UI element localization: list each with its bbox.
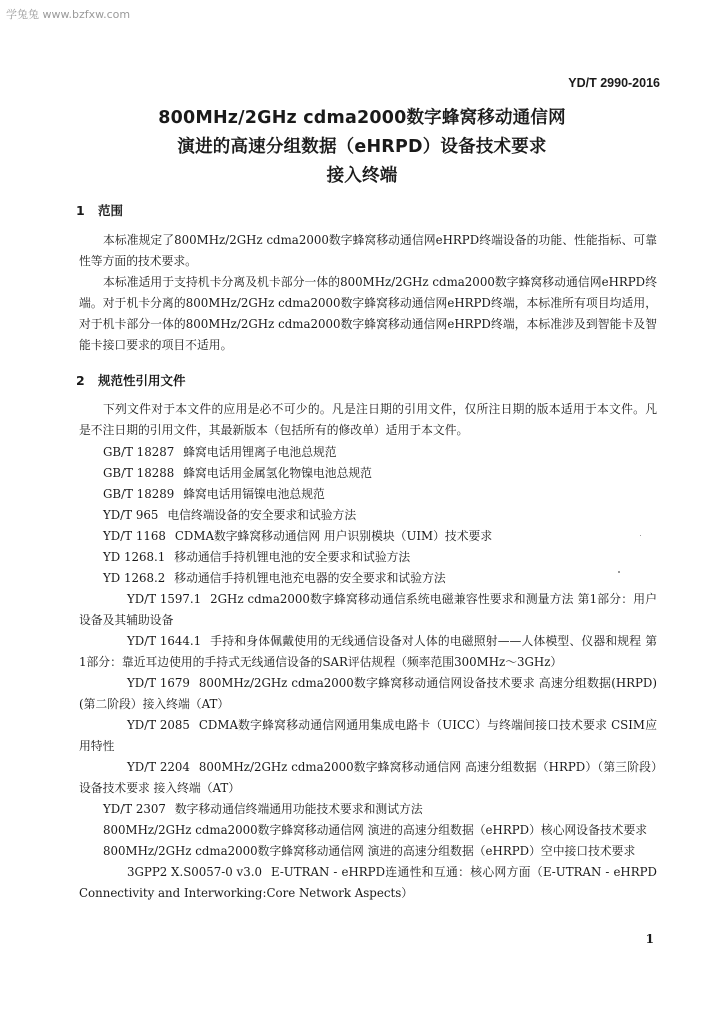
reference-code: GB/T 18287 <box>103 445 175 459</box>
reference-item <box>79 526 657 547</box>
reference-code: YD/T 2204 <box>127 760 190 774</box>
reference-title: 电信终端设备的安全要求和试验方法 <box>167 508 357 522</box>
section-2-intro <box>79 399 657 441</box>
watermark: 学兔兔 www.bzfxw.com <box>6 8 131 21</box>
reference-title: 手持和身体佩戴使用的无线通信设备对人体的电磁照射——人体模型、仪器和规程 第1部分：靠近耳边使用的手持式无线通信设备的SAR评估规程（频率范围300MHz～3GHz） <box>79 634 657 669</box>
section-number: 2 <box>76 373 85 388</box>
section-title: 规范性引用文件 <box>98 373 186 388</box>
reference-list <box>79 442 657 904</box>
reference-title: 数字移动通信终端通用功能技术要求和测试方法 <box>174 802 423 816</box>
reference-title: 800MHz/2GHz cdma2000数字蜂窝移动通信网设备技术要求 高速分组数据(HRPD)(第二阶段）接入终端（AT） <box>79 676 657 711</box>
reference-title: 800MHz/2GHz cdma2000数字蜂窝移动通信网 高速分组数据（HRPD）（第三阶段）设备技术要求 接入终端（AT） <box>79 760 657 795</box>
reference-item <box>79 568 657 589</box>
reference-item <box>79 820 657 841</box>
reference-title: 2GHz cdma2000数字蜂窝移动通信系统电磁兼容性要求和测量方法 第1部分：用户设备及其辅助设备 <box>79 592 657 627</box>
reference-title: 移动通信手持机锂电池充电器的安全要求和试验方法 <box>174 571 446 585</box>
reference-item <box>79 799 657 820</box>
page-number: 1 <box>645 932 654 946</box>
reference-title: 800MHz/2GHz cdma2000数字蜂窝移动通信网 演进的高速分组数据（eHRPD）空中接口技术要求 <box>103 844 636 858</box>
section-title: 范围 <box>98 203 124 218</box>
section-1-body <box>79 230 657 356</box>
reference-code: YD/T 965 <box>103 508 159 522</box>
reference-title: 蜂窝电话用镉镍电池总规范 <box>183 487 325 501</box>
reference-item <box>79 757 657 799</box>
section-1-heading <box>76 201 123 219</box>
reference-title: CDMA数字蜂窝移动通信网 用户识别模块（UIM）技术要求 <box>174 529 493 543</box>
reference-item <box>79 631 657 673</box>
reference-item <box>79 862 657 904</box>
reference-code: YD/T 1679 <box>127 676 190 690</box>
paragraph: 下列文件对于本文件的应用是必不可少的。凡是注日期的引用文件，仅所注日期的版本适用于本文件。凡是不注日期的引用文件，其最新版本（包括所有的修改单）适用于本文件。 <box>79 402 657 437</box>
reference-title: CDMA数字蜂窝移动通信网通用集成电路卡（UICC）与终端间接口技术要求 CSIM应用特性 <box>79 718 657 753</box>
reference-item <box>79 673 657 715</box>
reference-title: 移动通信手持机锂电池的安全要求和试验方法 <box>174 550 411 564</box>
reference-code: YD/T 1597.1 <box>127 592 202 606</box>
reference-item <box>79 589 657 631</box>
paragraph: 本标准适用于支持机卡分离及机卡部分一体的800MHz/2GHz cdma2000数字蜂窝移动通信网eHRPD终端。对于机卡分离的800MHz/2GHz cdma2000数字蜂窝移动通信网eHRPD终端，本标准所有项目均适用，对于机卡部分一体的800MHz/2GHz cdma2000数字蜂窝移动通信网eHRPD终端，本标准涉及到智能卡及智能卡接口要求的项目不适用。 <box>79 275 657 352</box>
reference-item <box>79 463 657 484</box>
reference-code: YD 1268.1 <box>103 550 166 564</box>
document-title-line-2: 演进的高速分组数据（eHRPD）设备技术要求 <box>177 137 547 157</box>
reference-item <box>79 442 657 463</box>
scan-speck <box>618 571 620 573</box>
standard-code: YD/T 2990-2016 <box>568 76 660 90</box>
reference-title: E-UTRAN - eHRPD连通性和互通：核心网方面（E-UTRAN - eHRPD Connectivity and Interworking:Core Network Aspects） <box>79 865 657 900</box>
reference-code: YD/T 2085 <box>127 718 190 732</box>
scan-speck <box>640 535 641 536</box>
reference-title: 蜂窝电话用锂离子电池总规范 <box>183 445 337 459</box>
reference-title: 蜂窝电话用金属氢化物镍电池总规范 <box>183 466 372 480</box>
document-title-line-1: 800MHz/2GHz cdma2000数字蜂窝移动通信网 <box>158 108 566 128</box>
reference-item <box>79 484 657 505</box>
reference-item <box>79 841 657 862</box>
paragraph: 本标准规定了800MHz/2GHz cdma2000数字蜂窝移动通信网eHRPD终端设备的功能、性能指标、可靠性等方面的技术要求。 <box>79 233 657 268</box>
reference-code: YD 1268.2 <box>103 571 166 585</box>
reference-code: YD/T 1644.1 <box>127 634 202 648</box>
reference-code: GB/T 18289 <box>103 487 175 501</box>
reference-item <box>79 505 657 526</box>
reference-item <box>79 715 657 757</box>
section-number: 1 <box>76 203 85 218</box>
reference-code: YD/T 2307 <box>103 802 166 816</box>
reference-item <box>79 547 657 568</box>
reference-title: 800MHz/2GHz cdma2000数字蜂窝移动通信网 演进的高速分组数据（eHRPD）核心网设备技术要求 <box>103 823 648 837</box>
reference-code: YD/T 1168 <box>103 529 166 543</box>
reference-code: 3GPP2 X.S0057-0 v3.0 <box>127 865 262 879</box>
reference-code: GB/T 18288 <box>103 466 175 480</box>
section-2-heading <box>76 371 186 389</box>
document-title-line-3: 接入终端 <box>326 166 398 186</box>
